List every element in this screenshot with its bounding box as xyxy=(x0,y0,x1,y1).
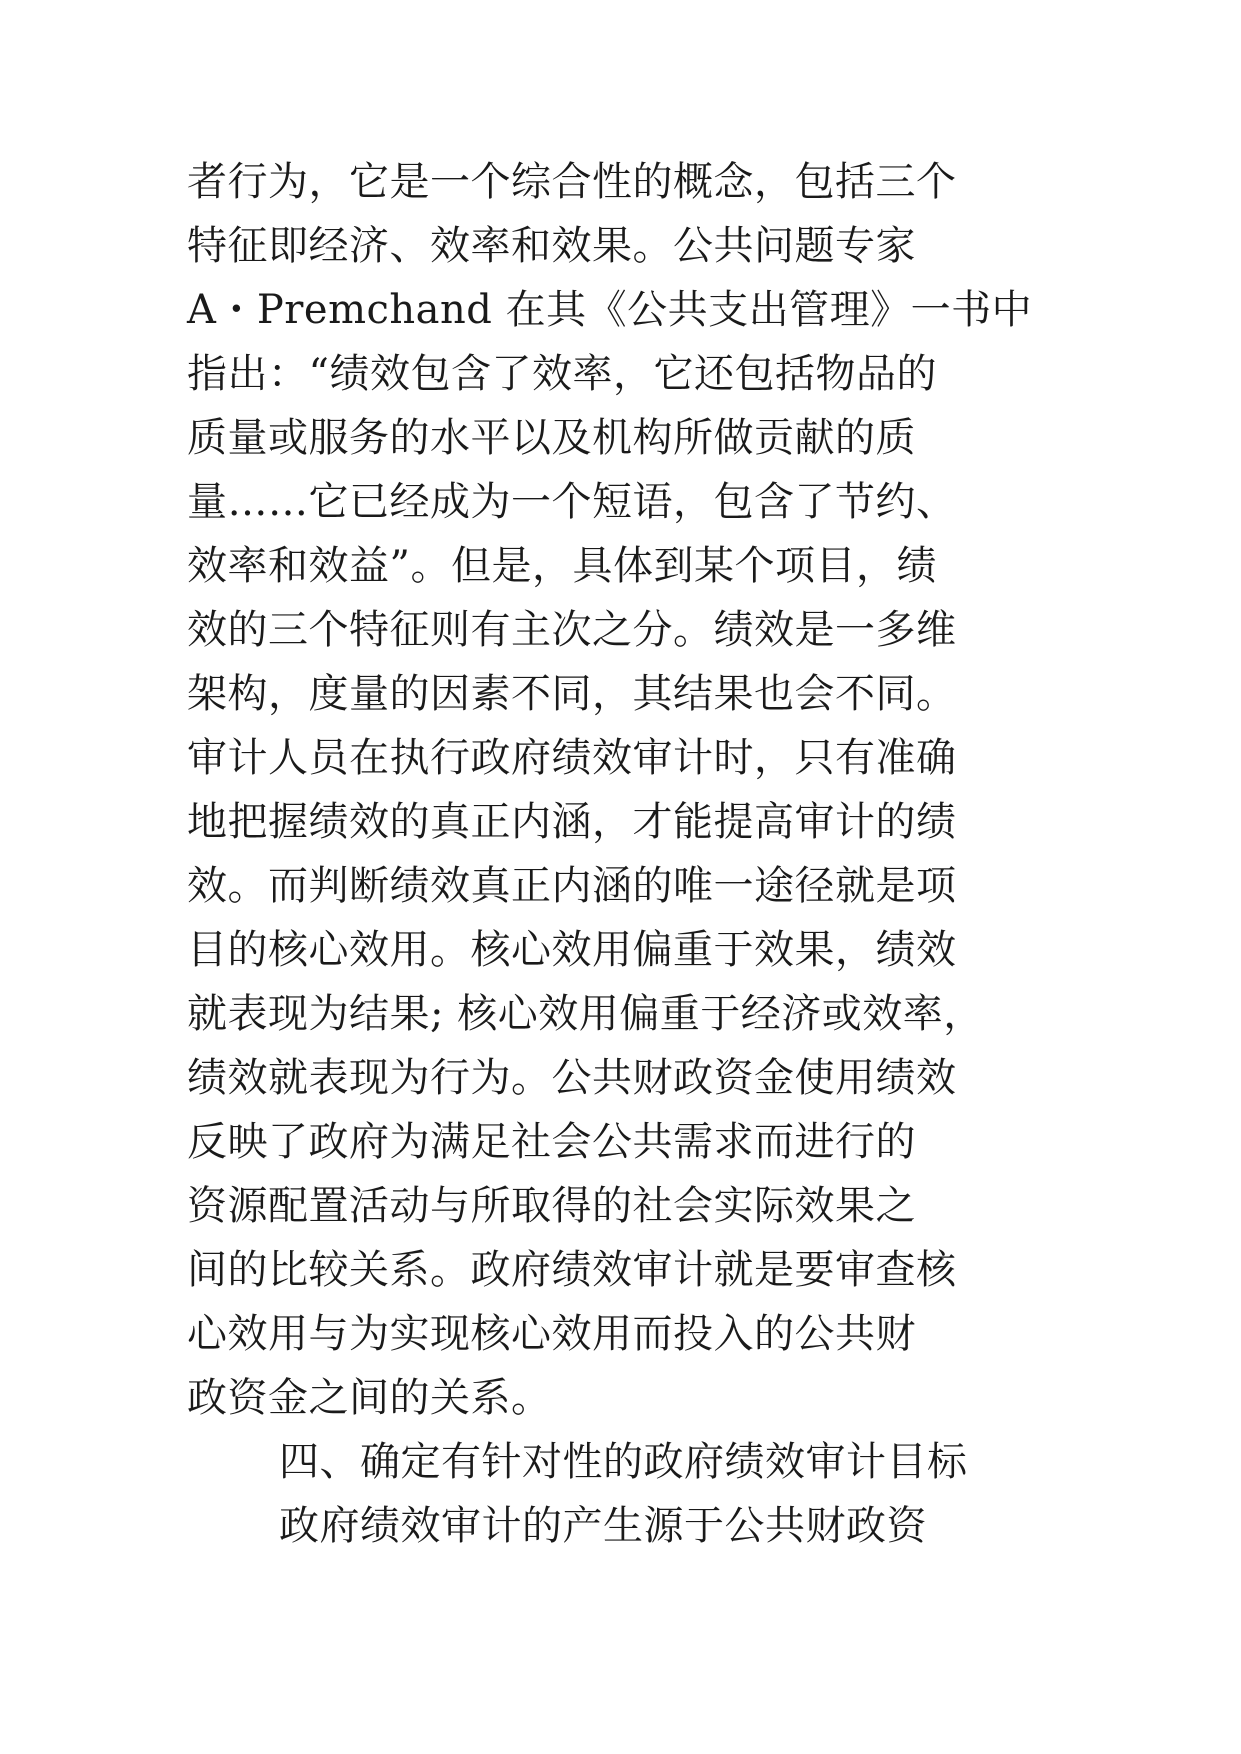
text-line: 间的比较关系。政府绩效审计就是要审查核 xyxy=(187,1247,957,1293)
text-line: 心效用与为实现核心效用而投入的公共财 xyxy=(187,1311,916,1357)
text-line: 审计人员在执行政府绩效审计时，只有准确 xyxy=(187,735,957,781)
text-line: 量……它已经成为一个短语，包含了节约、 xyxy=(187,479,957,525)
text-line: 效率和效益”。但是，具体到某个项目，绩 xyxy=(187,543,937,589)
paragraph-first-line: 政府绩效审计的产生源于公共财政资 xyxy=(279,1503,927,1549)
text-line: 就表现为结果; 核心效用偏重于经济或效率， xyxy=(187,991,984,1037)
text-line: 指出：“绩效包含了效率，它还包括物品的 xyxy=(187,351,937,397)
text-line: 效。而判断绩效真正内涵的唯一途径就是项 xyxy=(187,863,957,909)
text-line: 者行为，它是一个综合性的概念，包括三个 xyxy=(187,159,957,205)
text-line: 反映了政府为满足社会公共需求而进行的 xyxy=(187,1119,916,1165)
text-line: 目的核心效用。核心效用偏重于效果，绩效 xyxy=(187,927,957,973)
body-text xyxy=(187,150,1067,1558)
text-line: A・Premchand 在其《公共支出管理》一书中 xyxy=(187,287,1033,333)
text-line: 特征即经济、效率和效果。公共问题专家 xyxy=(187,223,916,269)
text-line: 质量或服务的水平以及机构所做贡献的质 xyxy=(187,415,916,461)
text-line: 效的三个特征则有主次之分。绩效是一多维 xyxy=(187,607,957,653)
text-line: 政资金之间的关系。 xyxy=(187,1375,552,1421)
text-line: 绩效就表现为行为。公共财政资金使用绩效 xyxy=(187,1055,957,1101)
section-heading: 四、确定有针对性的政府绩效审计目标 xyxy=(279,1439,968,1485)
text-line: 地把握绩效的真正内涵，才能提高审计的绩 xyxy=(187,799,957,845)
text-line: 资源配置活动与所取得的社会实际效果之 xyxy=(187,1183,916,1229)
text-line: 架构，度量的因素不同，其结果也会不同。 xyxy=(187,671,957,717)
